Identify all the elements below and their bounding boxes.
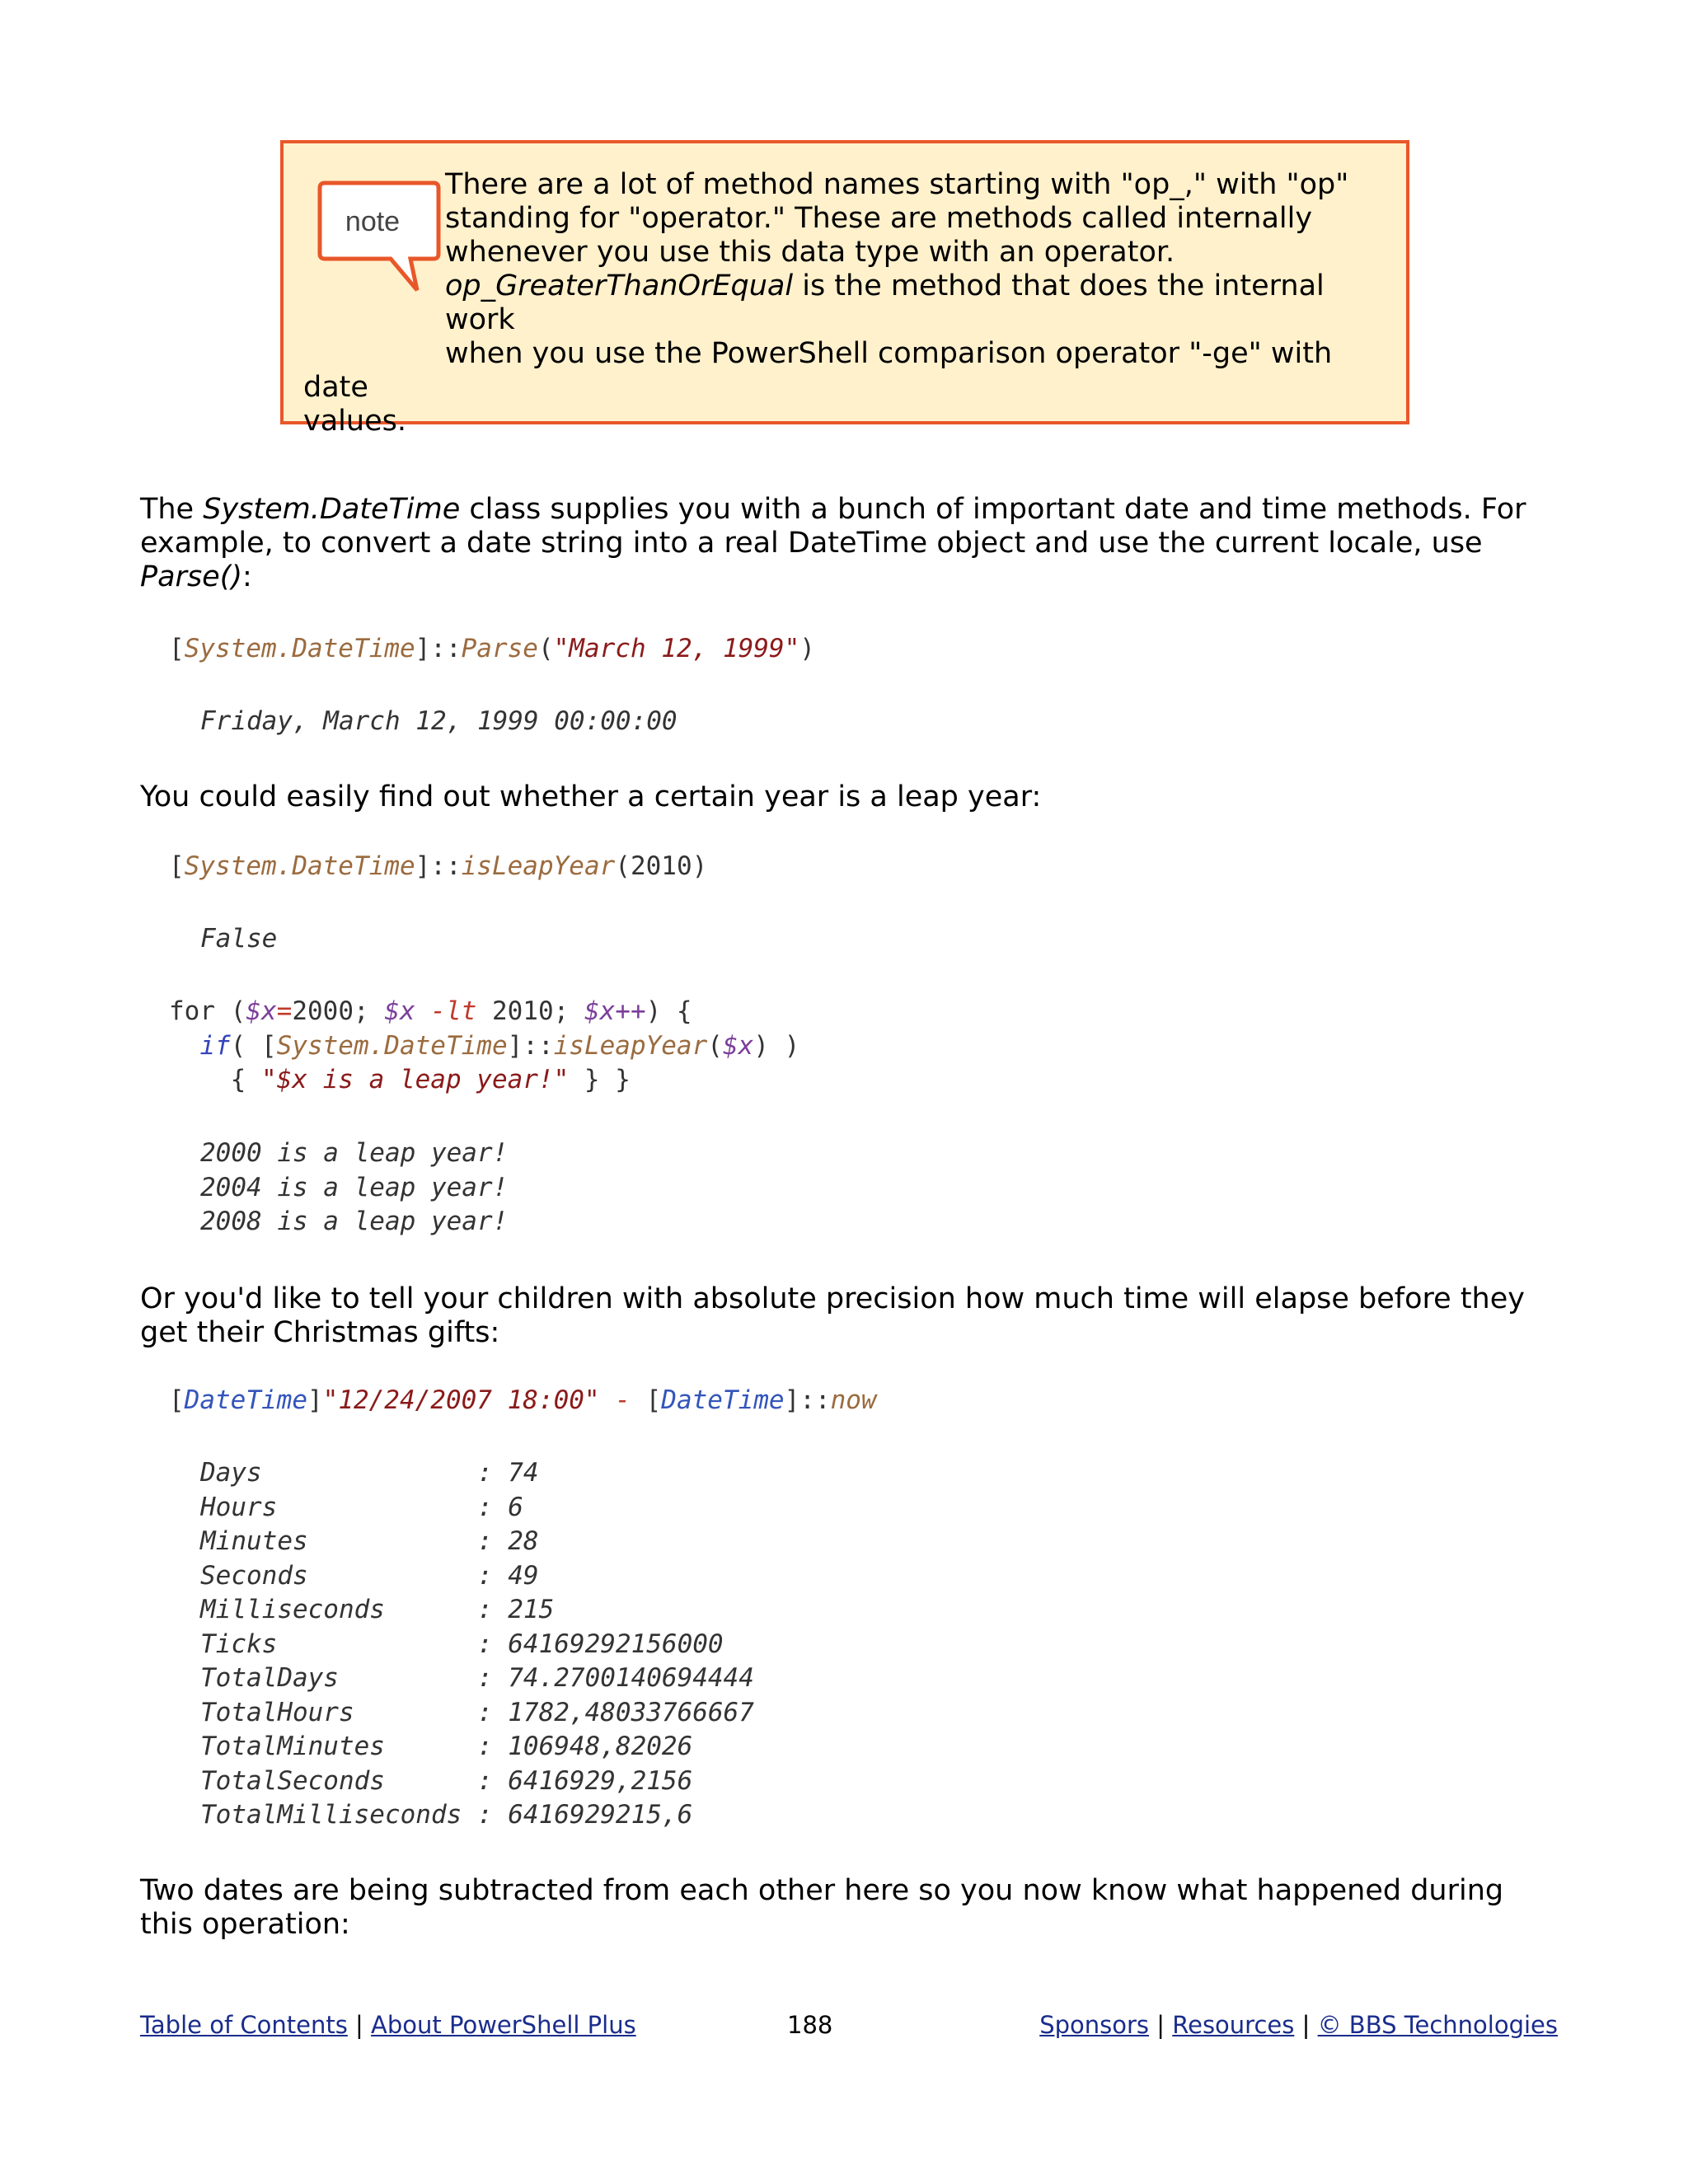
paragraph-christmas: Or you'd like to tell your children with absolute precision how much time will elapse before they get their Christmas gifts: (140, 1282, 1525, 1349)
code-parse: [System.DateTime]::Parse("March 12, 1999") (169, 634, 815, 663)
note-box (280, 140, 1409, 438)
output-parse: Friday, March 12, 1999 00:00:00 (200, 706, 678, 736)
note-text: There are a lot of method names starting with "op_," with "op" standing for "operator." These are methods called internally whenever you use this data type with an operator. op_GreaterThanOrEqual is the method that does the internal work when you use the PowerShell comparison operator "-ge" with date values. (303, 168, 1349, 438)
page-number: 188 (787, 2011, 833, 2039)
table-of-contents-link[interactable]: Table of Contents (140, 2011, 348, 2039)
paragraph-datetime-intro: The System.DateTime class supplies you with a bunch of important date and time methods. For example, to convert a date string into a real DateTime object and use the current locale, use Parse(): (140, 493, 1526, 593)
note-method-name: op_GreaterThanOrEqual (445, 269, 794, 302)
paragraph-subtraction: Two dates are being subtracted from each other here so you now know what happened during this operation: (140, 1874, 1504, 1941)
resources-link[interactable]: Resources (1172, 2011, 1295, 2039)
paragraph-leap-year: You could easily find out whether a certain year is a leap year: (140, 780, 1042, 813)
output-timespan: Days : 74 Hours : 6 Minutes : 28 Seconds : 49 Milliseconds : 215 Ticks : 64169292156000 TotalDays : 74.2700140694444 TotalHours : 1782,48033766667 TotalMinutes : 106948,82026 TotalSeconds : 6416929,2156 TotalMilliseconds : 6416929215,6 (200, 1458, 754, 1830)
code-isleapyear: [System.DateTime]::isLeapYear(2010) (169, 851, 708, 881)
bbs-technologies-link[interactable]: © BBS Technologies (1317, 2011, 1558, 2039)
note-icon-label: note (345, 206, 401, 237)
code-for-loop: for ($x=2000; $x -lt 2010; $x++) { if( [System.DateTime]::isLeapYear($x) ) { "$x is a leap year!" } } (169, 996, 800, 1094)
output-isleapyear: False (200, 924, 278, 954)
about-powershell-plus-link[interactable]: About PowerShell Plus (371, 2011, 636, 2039)
page-footer: Table of Contents | About PowerShell Plus 188 Sponsors | Resources | © BBS Technologies (140, 2011, 1558, 2039)
sponsors-link[interactable]: Sponsors (1039, 2011, 1150, 2039)
note-callout-icon (313, 176, 445, 300)
code-date-subtraction: [DateTime]"12/24/2007 18:00" - [DateTime]::now (169, 1385, 877, 1415)
output-for-loop: 2000 is a leap year! 2004 is a leap year! 2008 is a leap year! (200, 1138, 509, 1236)
